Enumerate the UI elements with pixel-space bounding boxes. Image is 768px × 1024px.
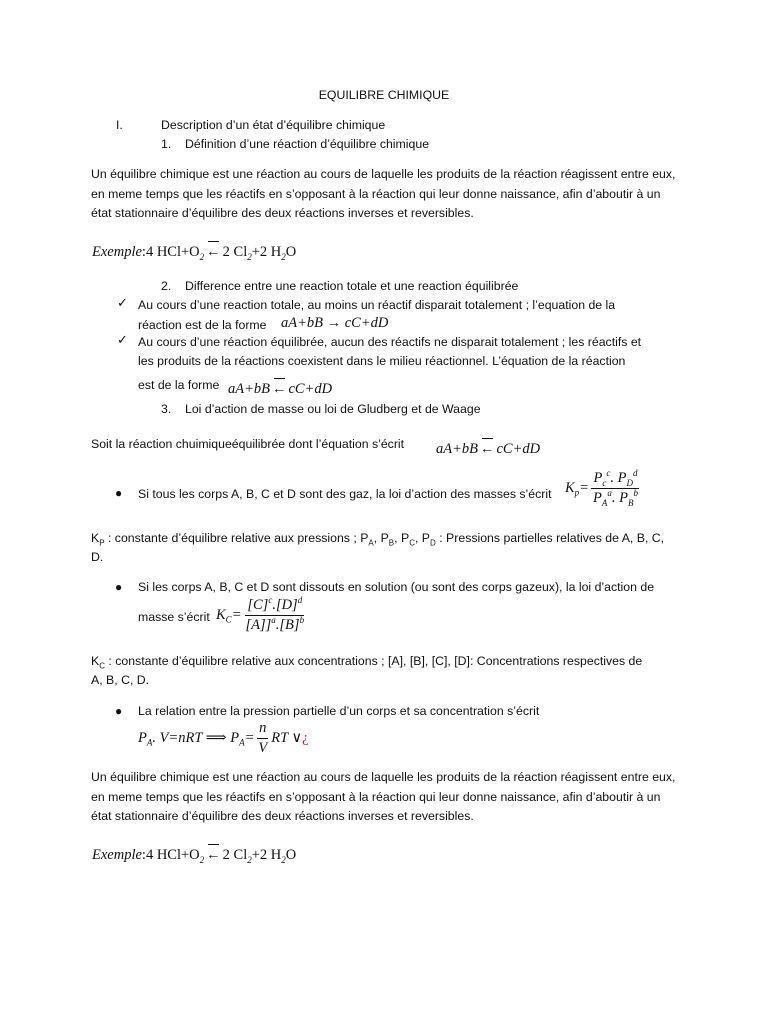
equilibrium-arrow-icon: ← — [206, 847, 221, 863]
equilibrium-arrow-icon: ← — [206, 244, 221, 260]
example-equation: Exemple:4 $HCl+O_2$ ← 2 $Cl_2+2$ $H_2O$ — [92, 244, 297, 262]
products: 2 Cl — [222, 244, 248, 260]
eq-right: cC+dD — [496, 441, 541, 457]
subsection-number: 1. — [161, 137, 172, 151]
equilibrium-arrow-icon: ← — [272, 381, 287, 397]
checkmark-icon: ✓ — [117, 296, 128, 311]
checkmark-icon: ✓ — [117, 333, 128, 348]
section-number: I. — [116, 118, 123, 132]
subsection-title: Définition d’une réaction d’équilibre chimique — [185, 137, 430, 151]
bullet-text: masse s’écrit — [138, 610, 210, 624]
check-item-line: Au cours d’une reaction totale, au moins un réactif disparait totalement ; l’equation de la — [138, 298, 616, 312]
kp-formula: $K_p=$ $\frac{P_c^c. P_D^d}{P_A^a. P_B^b}$ — [565, 468, 638, 508]
reactants: :4 HCl+O — [141, 244, 200, 260]
eq-left: aA+bB — [228, 381, 270, 397]
water-end: O — [285, 244, 297, 260]
bullet-text: La relation entre la pression partielle d’un corps et sa concentration s’écrit — [138, 704, 540, 718]
kc-formula: $K_C=$ $\frac{[C]^c.[D]^d}{[A]]^a.[B]^b}$ — [216, 595, 305, 633]
subsection-number: 3. — [161, 402, 172, 416]
example-label: Exemple — [92, 847, 142, 863]
check-item-line: les produits de la réactions coexistent dans le milieu réactionnel. L’équation de la réaction — [138, 354, 626, 368]
reactants: :4 HCl+O — [141, 847, 200, 863]
example-equation: Exemple:4 $HCl+O_2$ ← 2 $Cl_2+2$ $H_2O$ — [92, 847, 297, 865]
water: +2 H — [251, 244, 282, 260]
kc-definition: $K_C$ : constante d’équilibre relative aux concentrations ; [A], [B], [C], [D]: Concentrations respectives de — [91, 654, 643, 671]
bullet-text: Si tous les corps A, B, C et D sont des gaz, la loi d’action des masses s’écrit — [138, 487, 552, 501]
ideal-gas-relation: $P_A$. V=nRT ⟹ $P_A=$ $\frac{n}{V}$ RT ∨¿ — [138, 720, 309, 756]
bullet-icon: ● — [115, 704, 123, 718]
equilibrium-arrow-icon: ← — [480, 441, 495, 457]
kp-definition: $K_P$ : constante d’équilibre relative aux pressions ; $P_A$, $P_B$, $P_C$, $P_D$ : Pressions partielles relatives de A, B, C, — [91, 531, 665, 548]
example-label: Exemple — [92, 244, 142, 260]
bullet-icon: ● — [115, 580, 123, 594]
eq-left: aA+bB — [436, 441, 478, 457]
check-item-line: Au cours d’une réaction équilibrée, aucun des réactifs ne disparait totalement ; les réactifs et — [138, 335, 642, 349]
water: +2 H — [251, 847, 282, 863]
subsection-number: 2. — [161, 279, 172, 293]
total-reaction-equation: aA+bB → cC+dD — [281, 315, 389, 331]
general-equation — [436, 441, 540, 458]
section-title: Description d’un état d’équilibre chimique — [161, 118, 386, 132]
products: 2 Cl — [222, 847, 248, 863]
soit-text: Soit la réaction chuimiqueéquilibrée dont l’équation s’écrit — [91, 437, 405, 451]
definition-paragraph: Un équilibre chimique est une réaction au cours de laquelle les produits de la réaction réagissent entre eux, en meme temps que les réactifs en s’opposant à la réaction qui leur donne naissance, afin d’aboutir à un état stationnaire d’équilibre des deux réactions inverses et reversibles. — [91, 167, 676, 220]
check-item-line: est de la forme — [138, 378, 220, 392]
bullet-text: Si les corps A, B, C et D sont dissouts en solution (ou sont des corps gazeux), la loi d’action de — [138, 580, 655, 594]
subsection-title: Loi d’action de masse ou loi de Gludberg et de Waage — [185, 402, 481, 416]
eq-right: cC+dD — [288, 381, 333, 397]
definition-paragraph-repeat: Un équilibre chimique est une réaction au cours de laquelle les produits de la réaction réagissent entre eux, en meme temps que les réactifs en s’opposant à la réaction qui leur donne naissance, afin d’aboutir à un état stationnaire d’équilibre des deux réactions inverses et reversibles. — [91, 770, 676, 823]
kp-definition-cont: D. — [91, 550, 104, 564]
inverted-question-mark: ¿ — [302, 729, 309, 746]
page-title: EQUILIBRE CHIMIQUE — [318, 88, 450, 102]
equilibrium-reaction-equation — [228, 381, 332, 398]
kc-definition-cont: A, B, C, D. — [91, 673, 150, 687]
bullet-icon: ● — [115, 486, 123, 500]
check-item-line: réaction est de la forme — [138, 318, 267, 332]
water-end: O — [285, 847, 297, 863]
subsection-title: Difference entre une reaction totale et une reaction équilibrée — [185, 279, 519, 293]
